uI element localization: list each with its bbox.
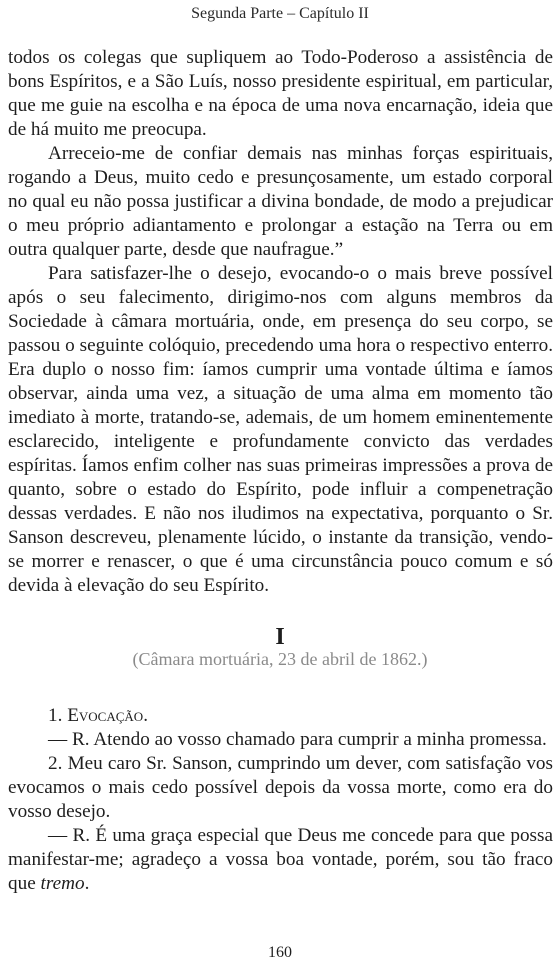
section-caption: (Câmara mortuária, 23 de abril de 1862.) bbox=[132, 649, 428, 669]
body-text bbox=[8, 46, 553, 598]
response-2 bbox=[8, 824, 553, 896]
question-number: 1. bbox=[48, 705, 63, 726]
response-1: — R. Atendo ao vosso chamado para cumprir a minha promessa. bbox=[48, 729, 547, 750]
emphasis-word: tremo bbox=[40, 873, 85, 894]
question-2: 2. Meu caro Sr. Sanson, cumprindo um dever, com satisfação vos evocamos o mais cedo possível depois da vossa morte, como era do vosso desejo. bbox=[8, 753, 553, 822]
paragraph: Para satisfazer-lhe o desejo, evocando-o o mais breve possível após o seu falecimento, dirigimo-nos com alguns membros da Sociedade à câmara mortuária, onde, em presença do seu corpo, se passou o seguinte colóquio, precedendo uma hora o respectivo enterro. Era duplo o nosso fim: íamos cumprir uma vontade última e íamos observar, ainda uma vez, a situação de uma alma em momento tão imediato à morte, tratando-se, ademais, de um homem eminentemente esclarecido, inteligente e profundamente convicto das verdades espíritas. Íamos enfim colher nas suas primeiras impressões a prova de quanto, sobre o estado do Espírito, pode influir a compenetração dessas verdades. E não nos iludimos na expectativa, porquanto o Sr. Sanson descreveu, plenamente lúcido, o instante da transição, vendo-se morrer e renascer, o que é uma circunstância pouco comum e só devida à elevação do seu Espírito. bbox=[8, 263, 553, 596]
section-numeral: I bbox=[275, 624, 285, 650]
paragraph-continuation: todos os colegas que supliquem ao Todo-Poderoso a assistência de bons Espíritos, e a São Luís, nosso presidente espiritual, em particular, que me guie na escolha e na época de uma nova encarnação, ideia que de há muito me preocupa. bbox=[8, 47, 553, 140]
response-text: — R. É uma graça especial que Deus me concede para que possa manifestar-me; agradeço a vossa boa vontade, porém, sou tão fraco que bbox=[8, 825, 553, 894]
running-head: Segunda Parte – Capítulo II bbox=[191, 5, 369, 22]
page-number: 160 bbox=[268, 944, 292, 961]
response-end: . bbox=[84, 873, 90, 894]
question-1 bbox=[8, 704, 553, 728]
question-label: Evocação. bbox=[67, 705, 148, 726]
paragraph: Arreceio-me de confiar demais nas minhas forças espirituais, rogando a Deus, muito cedo e presunçosamente, um estado corporal no qual eu não possa justificar a divina bondade, de modo a prejudicar o meu próprio adiantamento e prolongar a estação na Terra ou em outra qualquer parte, desde que naufrague.” bbox=[8, 143, 553, 260]
dialogue bbox=[8, 704, 553, 896]
